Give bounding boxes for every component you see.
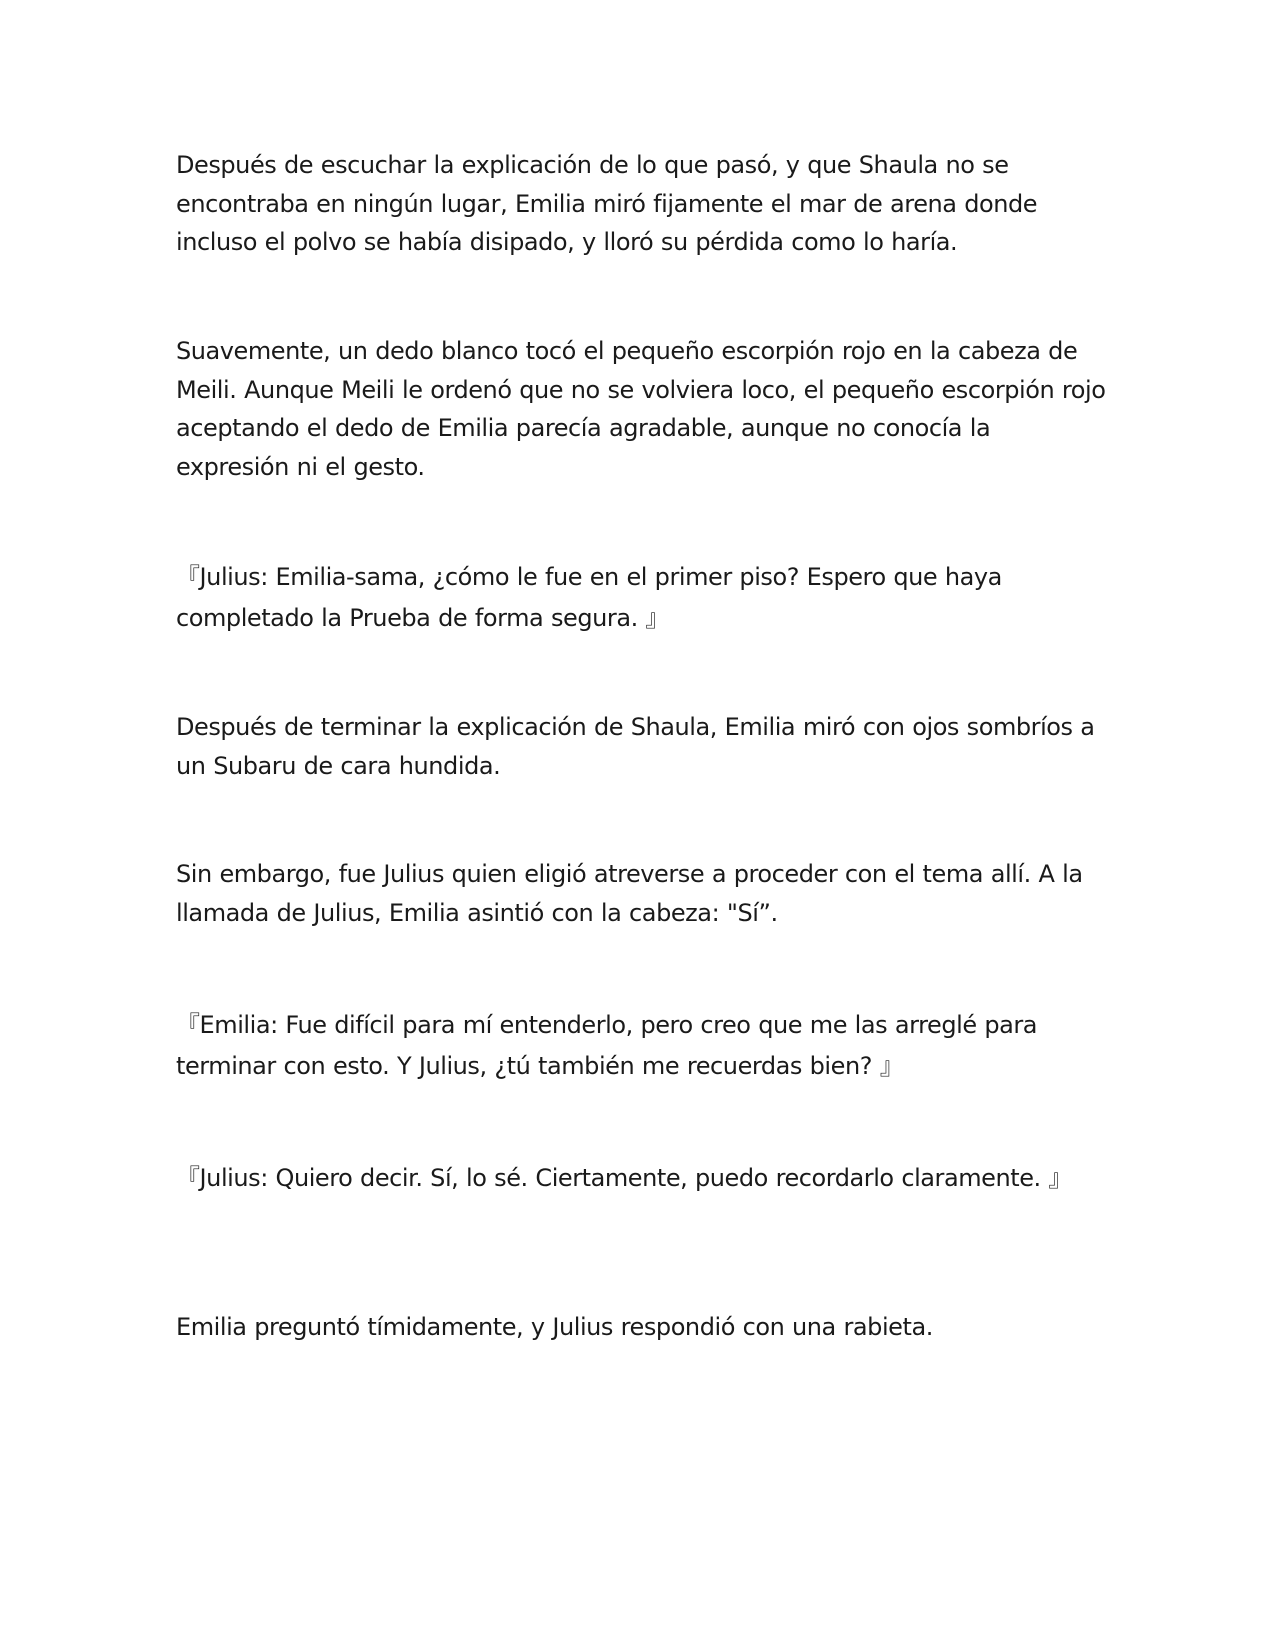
dialogue-paragraph: 『Julius: Emilia-sama, ¿cómo le fue en el primer piso? Espero que haya completado la Prueba de forma segura. 』: [176, 563, 1002, 632]
paragraph: Suavemente, un dedo blanco tocó el pequeño escorpión rojo en la cabeza de Meili. Aunque Meili le ordenó que no se volviera loco, el pequeño escorpión rojo aceptando el dedo de Emilia parecía agradable, aunque no conocía la expresión ni el gesto.: [176, 337, 1106, 481]
dialogue-paragraph: 『Julius: Quiero decir. Sí, lo sé. Ciertamente, puedo recordarlo claramente. 』: [176, 1164, 1072, 1192]
paragraph: Emilia preguntó tímidamente, y Julius respondió con una rabieta.: [176, 1313, 933, 1341]
paragraph: Sin embargo, fue Julius quien eligió atreverse a proceder con el tema allí. A la llamada de Julius, Emilia asintió con la cabeza: "Sí”.: [176, 860, 1083, 927]
dialogue-paragraph: 『Emilia: Fue difícil para mí entenderlo, pero creo que me las arreglé para terminar con esto. Y Julius, ¿tú también me recuerdas bien? 』: [176, 1011, 1038, 1080]
paragraph: Después de terminar la explicación de Shaula, Emilia miró con ojos sombríos a un Subaru de cara hundida.: [176, 713, 1095, 780]
paragraph: Después de escuchar la explicación de lo que pasó, y que Shaula no se encontraba en ningún lugar, Emilia miró fijamente el mar de arena donde incluso el polvo se había disipado, y lloró su pérdida como lo haría.: [176, 151, 1038, 256]
